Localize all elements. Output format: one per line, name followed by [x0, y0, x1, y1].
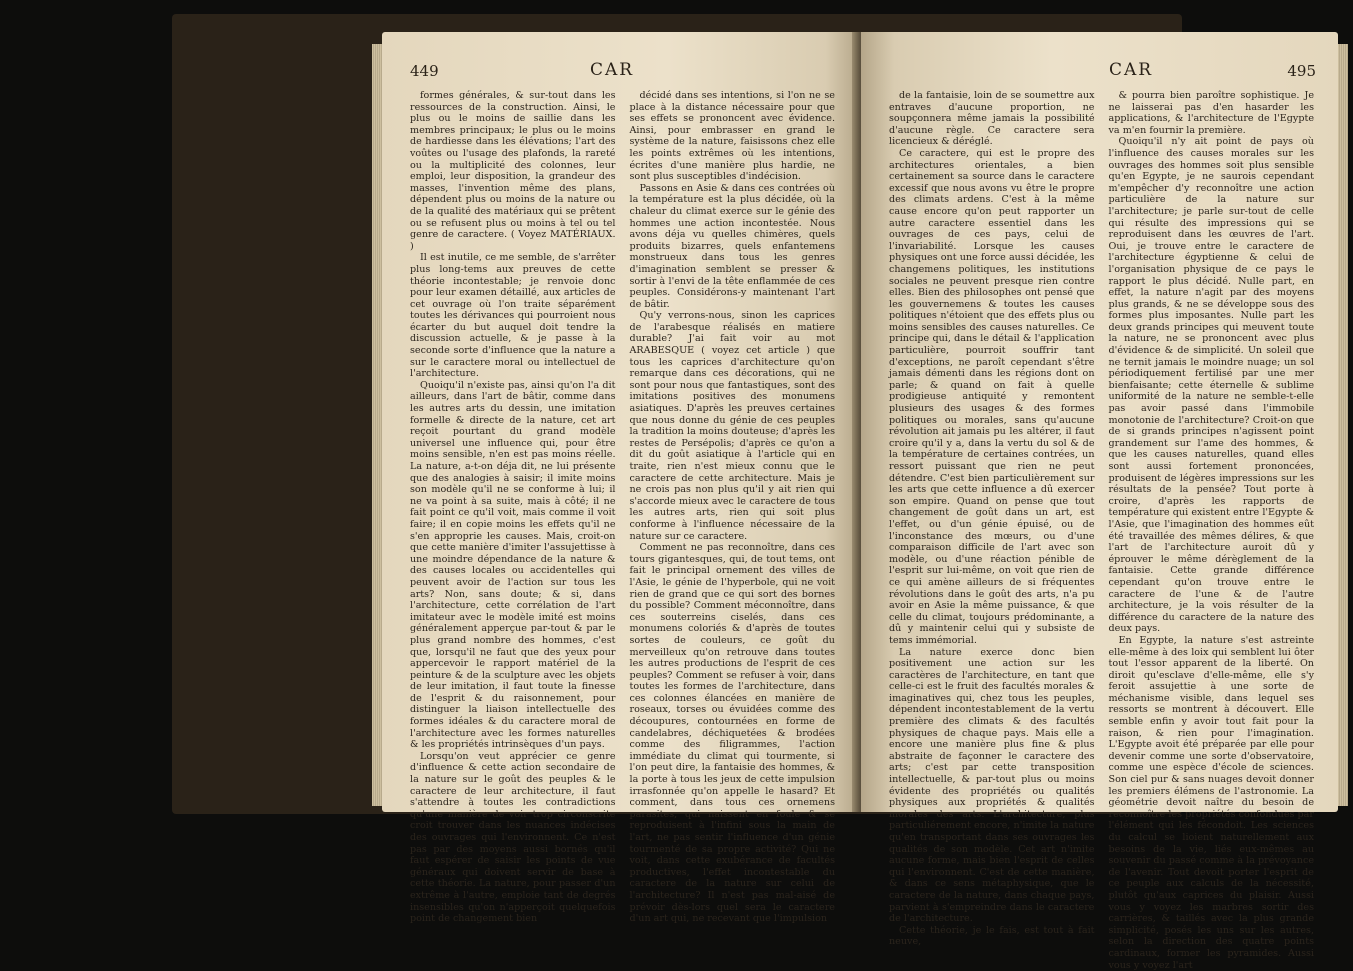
right-column-1	[889, 90, 1095, 948]
paragraph: Quoiqu'il n'y ait point de pays où l'influence des causes morales sur les ouvrages des hommes soit plus sensible qu'en Egypte, je ne saurois cependant m'empêcher d'y reconnoître une action particulière de la nature sur l'architecture; je parle sur-tout de celle qui résulte des impressions qui se reproduisent dans les œuvres de l'art. Oui, je trouve entre le caractere de l'architecture égyptienne & celui de l'organisation physique de ce pays le rapport le plus décidé. Nulle part, en effet, la nature n'agit par des moyens plus grands, & ne se développe sous des formes plus imposantes. Nulle part les deux grands principes qui meuvent toute la nature, ne se prononcent avec plus d'évidence & de simplicité. Un soleil que ne ternit jamais le moindre nuage; un sol périodiquement fertilisé par une mer bienfaisante; cette éternelle & sublime uniformité de la nature ne semble-t-elle pas avoir passé dans l'immobile monotonie de l'architecture? Croit-on que de si grands principes n'agissent point grandement sur l'ame des hommes, & que les causes naturelles, quand elles sont aussi fortement prononcées, produisent de légères impressions sur les résultats de la pensée? Tout porte à croire, d'après les rapports de température qui existent entre l'Egypte & l'Asie, que l'imagination des hommes eût été travaillée des mêmes délires, & que l'art de l'architecture auroit dû y éprouver le même dérèglement de la fantaisie. Cette grande différence cependant qu'on trouve entre le caractere de l'une & de l'autre architecture, je la vois résulter de la différence du caractere de la nature des deux pays.	[1108, 136, 1314, 635]
paragraph: Qu'y verrons-nous, sinon les caprices de l'arabesque réalisés en matiere durable? J'ai fait voir au mot ARABESQUE ( voyez cet article ) que tous les caprices d'architecture qu'on remarque dans ces décorations, qui ne sont pour nous que fantastiques, sont des imitations positives des monumens asiatiques. D'après les preuves certaines que nous donne du génie de ces peuples la tradition la moins douteuse; d'après les restes de Persépolis; d'après ce qu'on a dit du goût asiatique à l'article qui en traite, rien n'est mieux connu que le caractere de cette architecture. Mais je ne crois pas non plus qu'il y ait rien qui s'accorde mieux avec le caractere de tous les autres arts, rien qui soit plus conforme à l'influence nécessaire de la nature sur ce caractere.	[629, 310, 835, 542]
left-page	[382, 32, 859, 925]
paragraph: En Egypte, la nature s'est astreinte elle-même à des loix qui semblent lui ôter tout l'essor apparent de la liberté. On diroit qu'esclave d'elle-même, elle s'y feroit assujettie à une sorte de méchanisme visible, dans lequel ses ressorts se montrent à découvert. Elle semble enfin y avoir tout fait pour la raison, & rien pour l'imagination. L'Egypte avoit été préparée par elle pour devenir comme une sorte d'observatoire, comme une espèce d'école de sciences. Son ciel pur & sans nuages devoit donner les premiers élémens de l'astronomie. La géométrie devoit naître du besoin de reconnoître les propriétés confondues par l'élément qui les fécondoit. Les sciences du calcul se lioient naturellement aux besoins de la vie, liés eux-mêmes au souvenir du passé comme à la prévoyance de l'avenir. Tout devoit porter l'esprit de ce peuple aux calculs de la nécessité, plutôt qu'aux caprices du plaisir. Aussi vous y voyez les marbres sortir des carrières, & taillés avec la plus grande simplicité, posés les uns sur les autres, selon la direction des quatre points cardinaux, former les pyramides. Aussi vous y voyez l'art	[1108, 634, 1314, 971]
left-column-2	[629, 90, 836, 925]
paragraph: La nature exerce donc bien positivement une action sur les caractères de l'architecture, en tant que celle-ci est le fruit des facultés morales & imaginatives qui, chez tous les peuples, dépendent incontestablement de la vertu première des climats & des facultés physiques de chaque pays. Mais elle a encore une manière plus fine & plus abstraite de façonner le caractere des arts; c'est par cette transposition intellectuelle, & par-tout plus ou moins évidente des propriétés ou qualités physiques aux propriétés & qualités morales des arts. L'architecture, plus particuliérement encore, n'imite la nature qu'en transportant dans ses ouvrages les qualités de son modèle. Cet art n'imite aucune forme, mais bien l'esprit de celles qui l'environnent. C'est de cette manière, & dans ce sens métaphysique, que le caractere de la nature, dans chaque pays, parvient à s'empreindre dans le caractere de l'architecture.	[889, 646, 1095, 925]
left-page-edges	[372, 44, 382, 806]
right-column-2	[1108, 90, 1315, 971]
left-page-number: 449	[410, 62, 439, 80]
paragraph: Lorsqu'on veut apprécier ce genre d'influence & cette action secondaire de la nature sur le goût des peuples & le caractere de leur architecture, il faut s'attendre à toutes les contradictions qu'une manière de voir trop circonscrite croit trouver dans les nuances indécises des ouvrages qui l'environnent. Ce n'est pas par des moyens aussi bornés qu'il faut espérer de saisir les points de vue généraux qui doivent servir de base à cette théorie. La nature, pour passer d'un extrême à l'autre, emploie tant de degrés insensibles qu'on n'apperçoit quelquefois point de changement bien	[410, 750, 616, 925]
paragraph: Comment ne pas reconnoître, dans ces tours gigantesques, qui, de tout tems, ont fait le principal ornement des villes de l'Asie, le génie de l'hyperbole, qui ne voit rien de grand que ce qui sort des bornes du possible? Comment méconnoître, dans ces souterreins ciselés, dans ces monumens coloriés & d'après de toutes sortes de couleurs, ce goût du merveilleux qu'on retrouve dans toutes les autres productions de l'esprit de ces peuples? Comment se refuser à voir, dans toutes les formes de l'architecture, dans ces colonnes élancées en manière de roseaux, torses ou évuidées comme des découpures, contournées en forme de candelabres, déchiquetées & brodées comme des filigrammes, l'action immédiate du climat qui tourmente, si l'on peut dire, la fantaisie des hommes, & la porte à tous les jeux de cette impulsion irrasfonnée qu'on appelle le hasard? Et comment, dans tous ces ornemens parasites, qui naissent en foule & se reproduisent à l'infini sous la main de l'art, ne pas sentir l'influence d'un génie tourmenté de sa propre activité? Qui ne voit, dans cette exubérance de facultés productives, l'effet incontestable du caractere de la nature sur celui de l'architecture? Il n'est pas mal-aisé de prévoir dès-lors quel sera le caractere d'un art qui, ne recevant que l'impulsion	[629, 542, 835, 925]
right-page-edges	[1338, 44, 1348, 806]
paragraph: décidé dans ses intentions, si l'on ne se place à la distance nécessaire pour que ses effets se prononcent avec évidence. Ainsi, pour embrasser en grand le système de la nature, faisissons chez elle les points extrêmes où les intentions, écrites d'une manière plus hardie, ne sont plus susceptibles d'indécision.	[629, 90, 835, 183]
paragraph: Quoiqu'il n'existe pas, ainsi qu'on l'a dit ailleurs, dans l'art de bâtir, comme dans les autres arts du dessin, une imitation formelle & directe de la nature, cet art reçoit pourtant du grand modèle universel une influence qui, pour être moins sensible, n'en est pas moins réelle. La nature, a-t-on déja dit, ne lui présente que des analogies à saisir; il imite moins son modèle qu'il ne se conforme à lui; il ne va point à sa suite, mais à côté; il ne fait point ce qu'il voit, mais comme il voit faire; il en copie moins les effets qu'il ne s'en approprie les causes. Mais, croit-on que cette manière d'imiter l'assujettisse à une moindre dépendance de la nature & des causes locales ou accidentelles qui peuvent avoir de l'action sur tous les arts? Non, sans doute; & si, dans l'architecture, cette corrélation de l'art imitateur avec le modèle imité est moins généralement apperçue par-tout & par le plus grand nombre des hommes, c'est que, lorsqu'il ne faut que des yeux pour appercevoir le rapport matériel de la peinture & de la sculpture avec les objets de leur imitation, il faut toute la finesse de l'esprit & du raisonnement, pour distinguer la liaison intellectuelle des formes idéales & du caractere moral de l'architecture avec les formes naturelles & les propriétés intrinsèques d'un pays.	[410, 379, 616, 751]
right-page	[861, 32, 1338, 971]
paragraph: de la fantaisie, loin de se soumettre aux entraves d'aucune proportion, ne soupçonnera même jamais la possibilité d'aucune règle. Ce caractere sera licencieux & déréglé.	[889, 90, 1095, 148]
paragraph: formes générales, & sur-tout dans les ressources de la construction. Ainsi, le plus ou le moins de saillie dans les membres principaux; le plus ou le moins de hardiesse dans les élévations; l'art des voûtes ou l'usage des plafonds, la rareté ou la multiplicité des colonnes, leur emploi, leur disposition, la grandeur des masses, l'invention même des plans, dépendent plus ou moins de la nature ou de la qualité des matériaux qui se prêtent ou se refusent plus ou moins à tel ou tel genre de caractere. ( Voyez MATÉRIAUX. )	[410, 90, 616, 252]
left-column-1	[410, 90, 616, 925]
right-running-head: CAR	[1109, 60, 1154, 80]
right-page-columns	[889, 90, 1314, 971]
left-page-header	[410, 62, 837, 84]
right-page-header	[889, 62, 1316, 84]
left-page-columns	[410, 90, 835, 925]
paragraph: Ce caractere, qui est le propre des architectures orientales, a bien certainement sa source dans le caractere excessif que nous avons vu être le propre des climats ardens. C'est à la même cause encore qu'on peut rapporter un autre caractere essentiel dans les ouvrages de ces pays, celui de l'invariabilité. Lorsque les causes physiques ont une force aussi décidée, les changemens politiques, les institutions sociales ne peuvent presque rien contre elles. Bien des philosophes ont pensé que les gouvernemens & toutes les causes politiques n'étoient que des effets plus ou moins sensibles des causes naturelles. Ce principe qui, dans le détail & l'application particulière, pourroit souffrir tant d'exceptions, ne paroît cependant s'être jamais démenti dans les régions dont on parle; & quand on fait à quelle prodigieuse antiquité y remontent plusieurs des usages & des formes politiques ou morales, sans qu'aucune révolution ait jamais pu les altérer, il faut croire qu'il y a, dans la vertu du sol & de la température de certaines contrées, un ressort puissant que rien ne peut détendre. C'est bien particulièrement sur les arts que cette influence a dû exercer son empire. Quand on pense que tout changement de goût dans un art, est l'effet, ou d'un génie épuisé, ou de l'inconstance des mœurs, ou d'une comparaison difficile de l'art avec son modèle, ou d'une réaction pénible de l'esprit sur lui-même, on voit que rien de ce qui amène ailleurs de si fréquentes révolutions dans le goût des arts, n'a pu avoir en Asie la même puissance, & que celle du climat, toujours prédominante, a dû y maintenir celui qui y subsiste de tems immémorial.	[889, 147, 1095, 646]
book-spread	[172, 14, 1316, 971]
right-page-number: 495	[1287, 62, 1316, 80]
paragraph: Il est inutile, ce me semble, de s'arrêter plus long-tems aux preuves de cette théorie incontestable; je renvoie donc pour leur examen détaillé, aux articles de cet ouvrage où l'on traite séparément toutes les dérivances qui pourroient nous écarter du but auquel doit tendre la discussion actuelle, & je passe à la seconde sorte d'influence que la nature a sur le caractere moral ou intellectuel de l'architecture.	[410, 252, 616, 380]
paragraph: Passons en Asie & dans ces contrées où la température est la plus décidée, où la chaleur du climat exerce sur le génie des hommes une action incontestée. Nous avons déja vu quelles chimères, quels produits bizarres, quels enfantemens monstrueux dans tous les genres d'imagination semblent se presser & sortir à l'envi de la tête enflammée de ces peuples. Considérons-y maintenant l'art de bâtir.	[629, 182, 835, 310]
paragraph: & pourra bien paroître sophistique. Je ne laisserai pas d'en hasarder les applications, & l'architecture de l'Egypte va m'en fournir la première.	[1108, 90, 1314, 136]
paragraph: Cette théorie, je le fais, est tout à fait neuve,	[889, 924, 1095, 948]
left-running-head: CAR	[590, 60, 635, 80]
